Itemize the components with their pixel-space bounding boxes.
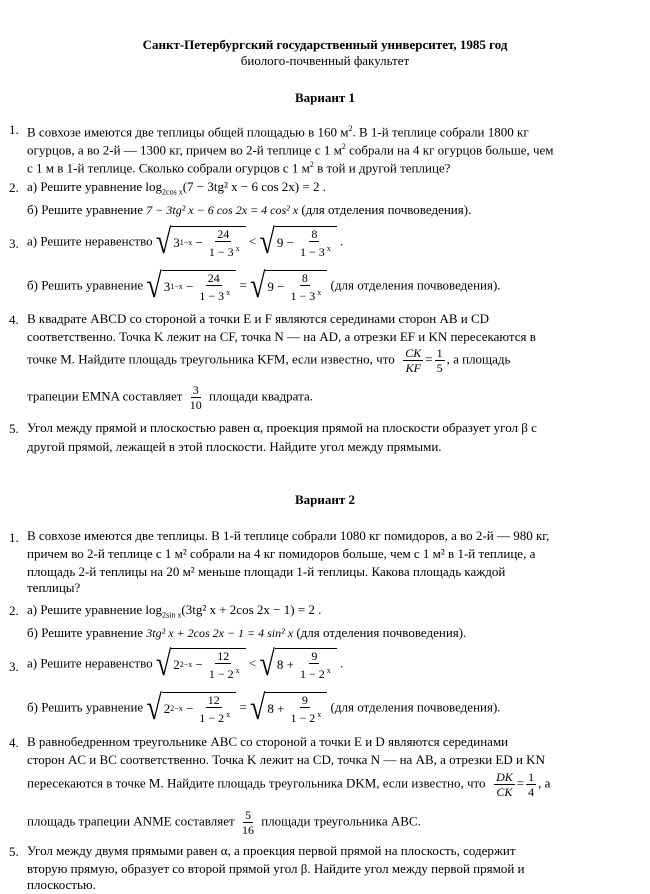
v2-p5-line2: вторую прямую, образует со второй прямой угол β. Найдите угол между первой прямой и	[27, 861, 525, 876]
sqrt-expression: √ 8 + $\frac{9}{1 - 2 ^x}$	[260, 648, 337, 681]
problem-number: 3.	[9, 236, 19, 251]
sqrt-expression: √ 9 − $\frac{8}{1 - 3 ^x}$	[250, 270, 327, 303]
v2-p2a: а) Решите уравнение $\log_{2sin x}(3tg^2$ x + 2cos 2x − 1) = 2 .	[27, 602, 322, 620]
page-title: Санкт-Петербургский государственный университет, 1985 год	[142, 37, 508, 52]
v1-p4-line3: точке M. Найдите площадь треугольника KFM, если известно, что $\frac{CK}{KF}$ = $\frac{1}{5}$ , а площадь	[27, 346, 511, 375]
variant-1-title: Вариант 1	[294, 90, 356, 105]
sqrt-expression: √ 3 1−x − $\frac{24}{1 - 3 ^x}$	[146, 270, 236, 303]
problem-number: 2.	[9, 603, 19, 618]
v2-p4-line2: сторон AC и BC соответственно. Точка K лежит на CD, точка N — на AB, а отрезки ED и KN	[27, 752, 545, 767]
problem-number: 4.	[9, 735, 19, 750]
v2-p5-line3: плоскостью.	[27, 877, 96, 892]
v2-p3a: а) Решите неравенство √ 2 2−x − $\frac{12}{1 - 2 ^x}$ < √ 8 + $\frac{9}{1 - 2 ^x}$ .	[27, 644, 344, 684]
problem-number: 1.	[9, 122, 19, 137]
v1-p3a: а) Решите неравенство √ 3 1−x − $\frac{24}{1 - 3 ^x}$ < √ 9 − $\frac{8}{1 - 3 ^x}$ .	[27, 222, 344, 262]
fraction: $\frac{DK}{CK}$	[496, 770, 513, 799]
problem-number: 4.	[9, 312, 19, 327]
v1-p1-line1: В совхозе имеются две теплицы общей площадью в 160 $м^2$. В 1-й теплице собрали 1800 кг	[27, 124, 529, 140]
fraction: $\frac{3}{10}$	[189, 383, 202, 412]
fraction: $\frac{CK}{KF}$	[405, 346, 422, 375]
fraction: $\frac{1}{4}$	[528, 770, 535, 799]
variant-2-title: Вариант 2	[294, 492, 356, 507]
v1-p5-line2: другой прямой, лежащей в этой плоскости. Найдите угол между прямыми.	[27, 439, 442, 454]
v1-p4-line1: В квадрате ABCD со стороной a точки E и F являются серединами сторон AB и CD	[27, 311, 490, 326]
sqrt-expression: √ 8 + $\frac{9}{1 - 2 ^x}$	[250, 692, 327, 725]
v2-p1-line2: причем во 2-й теплице с 1 м² собрали на 4 кг помидоров больше, чем с 1 м² в 1-й теплице, а	[27, 546, 536, 561]
v1-p2a: а) Решите уравнение $\log_{2cos x}(7 - 3tg^2$ x − 6 cos 2x) = 2 .	[27, 179, 326, 197]
v1-p4-line2: соответственно. Точка K лежит на CF, точка N — на AD, а отрезки EF и KN пересекаются в	[27, 329, 536, 344]
v2-p1-line1: В совхозе имеются две теплицы. В 1-й теплице собрали 1080 кг помидоров, а во 2-й — 980 кг,	[27, 528, 550, 543]
v1-p3b: б) Решить уравнение √ 3 1−x − $\frac{24}{1 - 3 ^x}$ = √ 9 − $\frac{8}{1 - 3 ^x}$ (для отделения почвоведения).	[27, 266, 501, 306]
fraction: $\frac{5}{16}$	[241, 808, 254, 837]
v2-p4-line1: В равнобедренном треугольнике ABC со стороной a точки E и D являются серединами	[27, 734, 509, 749]
sqrt-expression: √ 9 − $\frac{8}{1 - 3 ^x}$	[260, 226, 337, 259]
v2-p4-line3: пересекаются в точке M. Найдите площадь треугольника DKM, если известно, что $\frac{DK}{CK}$ = $\frac{1}{4}$ , а	[27, 770, 551, 799]
v2-p4-line4: площадь трапеции ANME составляет $\frac{5}{16}$ площади треугольника ABC.	[27, 808, 421, 837]
v2-p2b: б) Решите уравнение 3tg² x + 2cos 2x − 1 = 4 sin² x (для отделения почвоведения).	[27, 625, 467, 640]
faculty-subtitle: биолого-почвенный факультет	[240, 53, 410, 68]
problem-number: 3.	[9, 659, 19, 674]
v2-p5-line1: Угол между двумя прямыми равен α, а проекция первой прямой на плоскость, содержит	[27, 843, 516, 858]
fraction: $\frac{1}{5}$	[436, 346, 443, 375]
v2-p1-line4: теплицы?	[27, 580, 81, 595]
v2-p1-line3: площадь 2-й теплицы на 20 м² меньше площади 1-й теплицы. Какова площадь каждой	[27, 564, 506, 579]
problem-number: 2.	[9, 180, 19, 195]
v1-p5-line1: Угол между прямой и плоскостью равен α, проекция прямой на плоскости образует угол β с	[27, 420, 537, 435]
v1-p2b: б) Решите уравнение 7 − 3tg² x − 6 cos 2x = 4 cos² x (для отделения почвоведения).	[27, 202, 472, 217]
problem-number: 5.	[9, 844, 19, 859]
v2-p3b: б) Решить уравнение √ 2 2−x − $\frac{12}{1 - 2 ^x}$ = √ 8 + $\frac{9}{1 - 2 ^x}$ (для отделения почвоведения).	[27, 688, 501, 728]
v1-p1-line2: огурцов, а во 2-й — 1300 кг, причем во 2-й теплице с 1 $м^2$ собрали на 4 кг огурцов больше, чем	[27, 142, 554, 158]
sqrt-expression: √ 2 2−x − $\frac{12}{1 - 2 ^x}$	[156, 648, 246, 681]
v1-p4-line4: трапеции EMNA составляет $\frac{3}{10}$ площади квадрата.	[27, 383, 313, 412]
problem-number: 5.	[9, 421, 19, 436]
sqrt-expression: √ 2 2−x − $\frac{12}{1 - 2 ^x}$	[146, 692, 236, 725]
problem-number: 1.	[9, 530, 19, 545]
sqrt-expression: √ 3 1−x − $\frac{24}{1 - 3 ^x}$	[156, 226, 246, 259]
v1-p1-line3: с 1 м в 1-й теплице. Сколько собрали огурцов с 1 $м^2$ в той и другой теплице?	[27, 160, 451, 176]
